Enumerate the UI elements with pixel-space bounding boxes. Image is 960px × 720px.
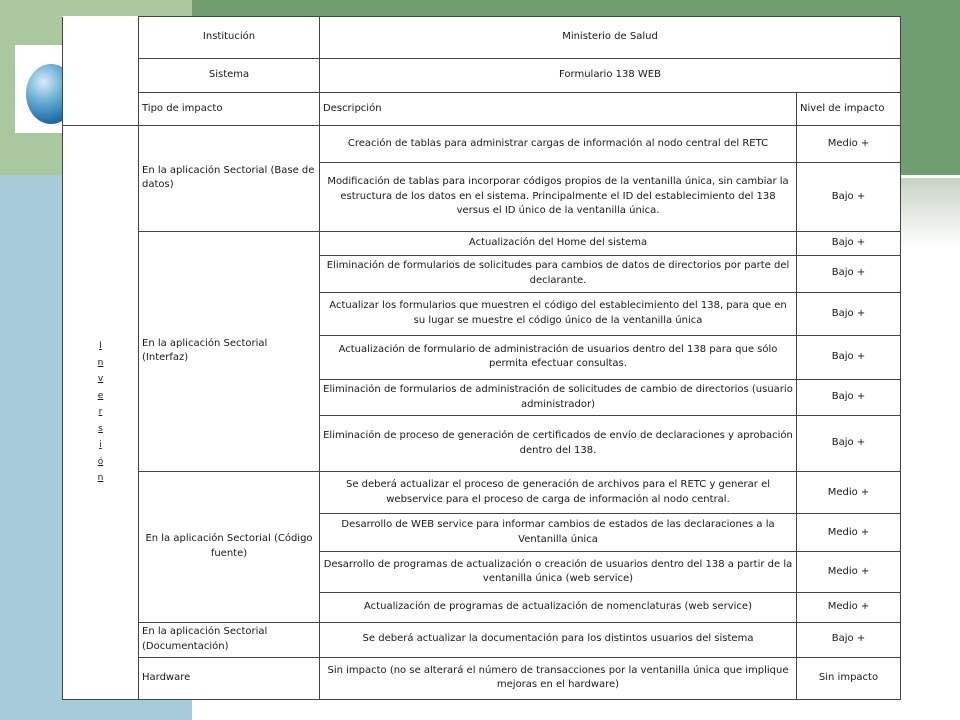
table-row: [63, 657, 901, 699]
table-row: [63, 126, 901, 163]
institucion-label: Institución: [139, 17, 320, 59]
row-level: Medio +: [797, 472, 901, 514]
row-description: Se deberá actualizar la documentación para los distintos usuarios del sistema: [320, 622, 797, 657]
row-description: Desarrollo de WEB service para informar cambios de estados de las declaraciones a la Ventanilla única: [320, 514, 797, 552]
group-codigo-fuente: En la aplicación Sectorial (Código fuente): [139, 472, 320, 622]
row-level: Bajo +: [797, 416, 901, 472]
row-level: Medio +: [797, 592, 901, 622]
group-base-datos: En la aplicación Sectorial (Base de datos): [139, 126, 320, 231]
row-description: Eliminación de formularios de administración de solicitudes de cambio de directorios (usuario administrador): [320, 379, 797, 415]
sistema-value: Formulario 138 WEB: [320, 59, 901, 93]
background-white-right: [900, 175, 960, 720]
header-blank-cell: [63, 17, 139, 126]
inversion-side-label: [63, 126, 139, 700]
row-description: Se deberá actualizar el proceso de generación de archivos para el RETC y generar el webservice para el proceso de carga de información al nodo central.: [320, 472, 797, 514]
col-header-nivel: Nivel de impacto: [797, 93, 901, 126]
row-description: Actualización de formulario de administración de usuarios dentro del 138 para que sólo permita efectuar consultas.: [320, 335, 797, 379]
column-header-row: [63, 93, 901, 126]
row-description: Actualización de programas de actualización de nomenclaturas (web service): [320, 592, 797, 622]
side-label-text: I n v e r s i ó n: [97, 341, 104, 484]
col-header-descripcion: Descripción: [320, 93, 797, 126]
row-description: Modificación de tablas para incorporar códigos propios de la ventanilla única, sin cambiar la estructura de los datos en el sistema. Principalmente el ID del establecimiento del 138 versus el ID único de la ventanilla única.: [320, 163, 797, 231]
impact-table: [62, 16, 901, 700]
row-description: Desarrollo de programas de actualización o creación de usuarios dentro del 138 a partir de la ventanilla única (web service): [320, 552, 797, 592]
row-level: Bajo +: [797, 379, 901, 415]
row-description: Eliminación de proceso de generación de certificados de envío de declaraciones y aprobación dentro del 138.: [320, 416, 797, 472]
header-row-sistema: [63, 59, 901, 93]
table-row: [63, 231, 901, 255]
group-interfaz: En la aplicación Sectorial (Interfaz): [139, 231, 320, 472]
institucion-value: Ministerio de Salud: [320, 17, 901, 59]
row-level: Bajo +: [797, 255, 901, 292]
row-level: Medio +: [797, 552, 901, 592]
row-description: Eliminación de formularios de solicitudes para cambios de datos de directorios por parte del declarante.: [320, 255, 797, 292]
table-row: [63, 472, 901, 514]
row-level: Bajo +: [797, 231, 901, 255]
row-level: Bajo +: [797, 622, 901, 657]
col-header-tipo: Tipo de impacto: [139, 93, 320, 126]
header-row-institucion: [63, 17, 901, 59]
row-level: Medio +: [797, 126, 901, 163]
row-level: Medio +: [797, 514, 901, 552]
row-description: Creación de tablas para administrar cargas de información al nodo central del RETC: [320, 126, 797, 163]
row-description: Actualización del Home del sistema: [320, 231, 797, 255]
row-description: Sin impacto (no se alterará el número de transacciones por la ventanilla única que implique mejoras en el hardware): [320, 657, 797, 699]
row-level: Bajo +: [797, 163, 901, 231]
row-level: Bajo +: [797, 335, 901, 379]
row-level: Bajo +: [797, 292, 901, 335]
group-documentacion: En la aplicación Sectorial (Documentación): [139, 622, 320, 657]
background-shadow: [900, 178, 960, 248]
group-hardware: Hardware: [139, 657, 320, 699]
row-description: Actualizar los formularios que muestren el código del establecimiento del 138, para que en su lugar se muestre el código único de la ventanilla única: [320, 292, 797, 335]
table-row: [63, 622, 901, 657]
row-level: Sin impacto: [797, 657, 901, 699]
sistema-label: Sistema: [139, 59, 320, 93]
